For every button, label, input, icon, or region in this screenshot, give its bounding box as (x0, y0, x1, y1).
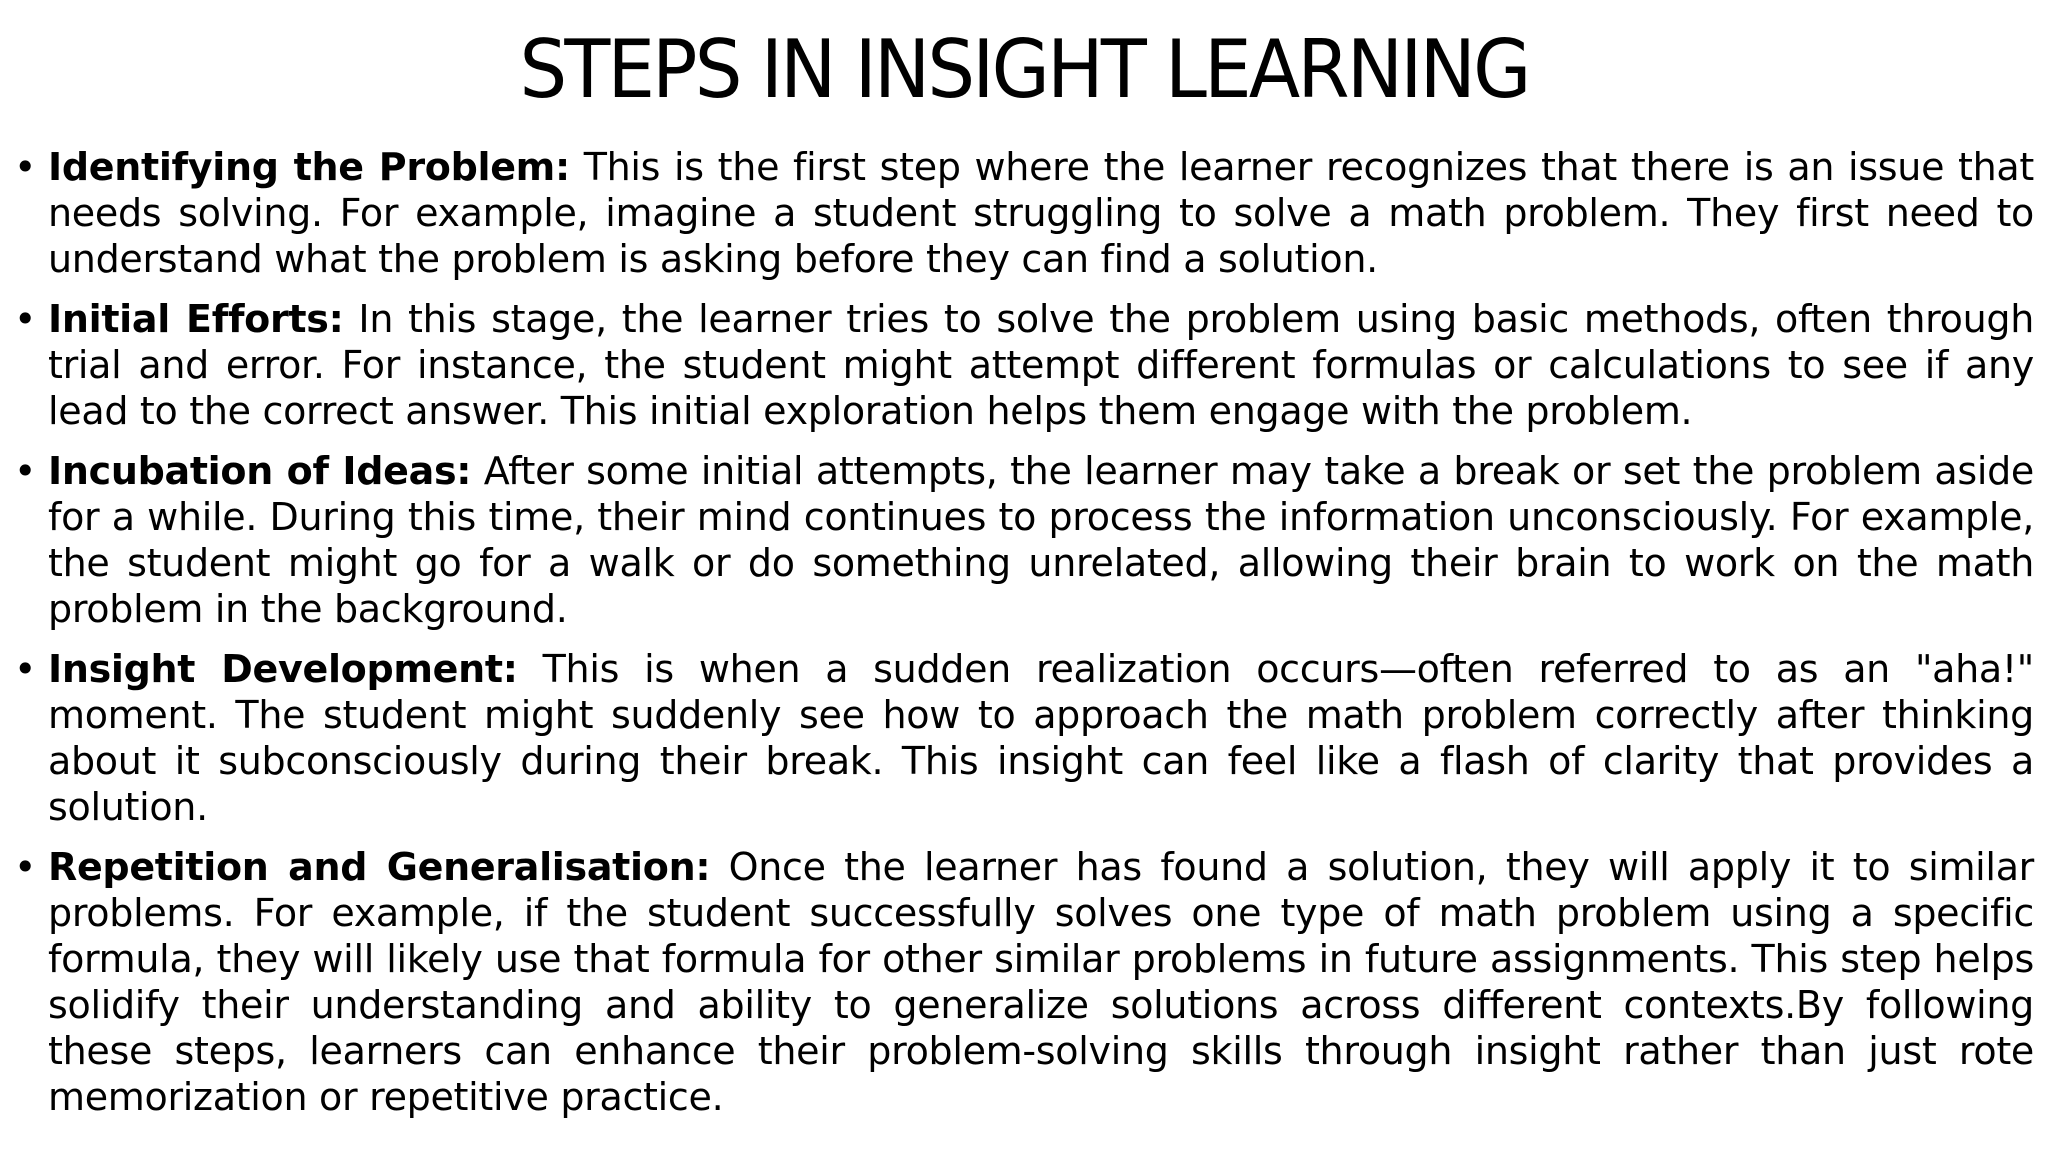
bullet-item-initial-efforts (14, 296, 2034, 434)
bullet-item-identifying-problem (14, 144, 2034, 282)
bullet-icon: • (14, 297, 37, 341)
bullet-term: Initial Efforts: (48, 297, 344, 341)
bullet-term: Insight Development: (48, 647, 518, 691)
bullet-text: Once the learner has found a solution, they will apply it to similar problems. For example, if the student successfully solves one type of math problem using a specific formula, they will likely use that formula for other similar problems in future assignments. This step helps solidify their understanding and ability to generalize solutions across different contexts.By following these steps, learners can enhance their problem-solving skills through insight rather than just rote memorization or repetitive practice. (48, 845, 2034, 1119)
bullet-item-repetition (14, 844, 2034, 1120)
bullet-text: This is the first step where the learner recognizes that there is an issue that needs solving. For example, imagine a student struggling to solve a math problem. They first need to understand what the problem is asking before they can find a solution. (48, 145, 2034, 281)
bullet-text: This is when a sudden realization occurs—often referred to as an "aha!" moment. The student might suddenly see how to approach the math problem correctly after thinking about it subconsciously during their break. This insight can feel like a flash of clarity that provides a solution. (48, 647, 2034, 829)
bullet-text: In this stage, the learner tries to solve the problem using basic methods, often through trial and error. For instance, the student might attempt different formulas or calculations to see if any lead to the correct answer. This initial exploration helps them engage with the problem. (48, 297, 2034, 433)
bullet-list (14, 144, 2034, 1134)
bullet-item-insight-development (14, 646, 2034, 830)
bullet-item-incubation (14, 448, 2034, 632)
slide-title: STEPS IN INSIGHT LEARNING (519, 23, 1529, 116)
bullet-icon: • (14, 145, 37, 189)
bullet-icon: • (14, 449, 37, 493)
bullet-text: After some initial attempts, the learner may take a break or set the problem aside for a while. During this time, their mind continues to process the information unconsciously. For example, the student might go for a walk or do something unrelated, allowing their brain to work on the math problem in the background. (48, 449, 2034, 631)
bullet-icon: • (14, 647, 37, 691)
bullet-term: Identifying the Problem: (48, 145, 570, 189)
bullet-term: Incubation of Ideas: (48, 449, 472, 493)
bullet-icon: • (14, 845, 37, 889)
bullet-term: Repetition and Generalisation: (48, 845, 711, 889)
